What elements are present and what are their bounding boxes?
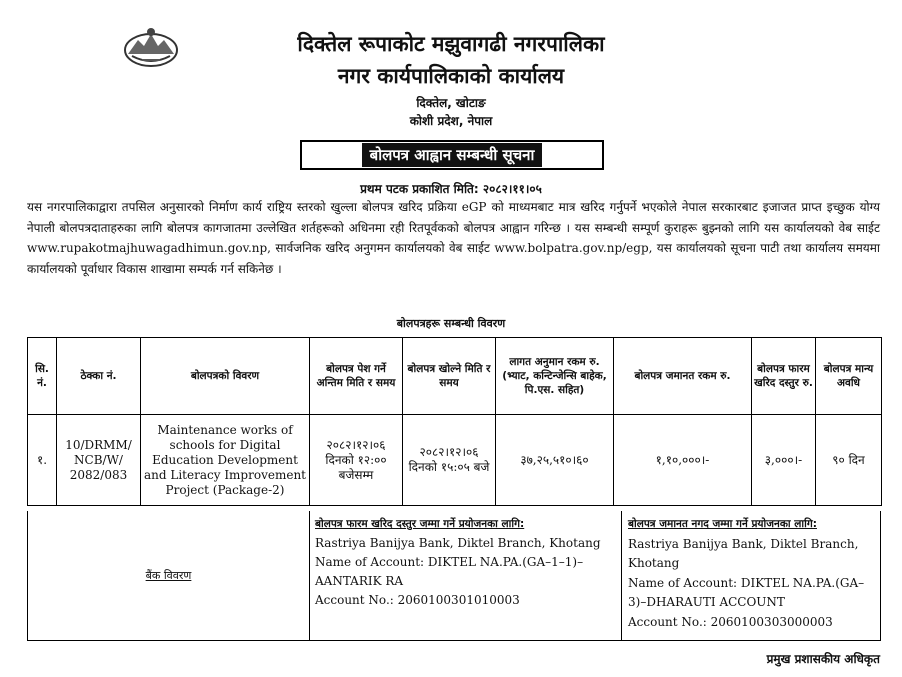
office-province: कोशी प्रदेश, नेपाल (409, 114, 493, 128)
cell-serial: १. (28, 415, 57, 506)
col-header-form-fee: बोलपत्र फारम खरिद दस्तुर रु. (752, 338, 816, 415)
security-account-name: Name of Account: DIKTEL NA.PA.(GA–3)–DHARAUTI ACCOUNT (628, 575, 865, 609)
notice-body: यस नगरपालिकाद्वारा तपसिल अनुसारको निर्माण कार्य राष्ट्रिय स्तरको खुल्ला बोलपत्र खरिद प्रक्रिया eGP को माध्यमबाट मात्र खरिद गर्नुपर्ने भएकोले नेपाल सरकारबाट इजाजत प्राप्त इच्छुक योग्य नेपाली बोलपत्रदाताहरुका लागि बोलपत्र कागजातमा उल्लेखित शर्तहरूको अधिनमा रही रितपूर्वकको बोलपत्र आह्वान गरिन्छ । यस सम्बन्धी सम्पूर्ण कुराहरू बुझ्नको लागि यस कार्यालयको वेब साईट www.rupakotmajhuwagadhimun.gov.np, सार्वजनिक खरिद अनुगमन कार्यालयको वेब साईट www.bolpatra.gov.np/egp, यस कार्यालयको सूचना पाटी तथा कार्यालय समयमा कार्यालयको पूर्वाधार विकास शाखामा सम्पर्क गर्न सकिनेछ । (27, 200, 880, 276)
col-header-cost-estimate: लागत अनुमान रकम रु. (भ्याट, कन्टिन्जेन्सि बाहेक, पि.एस. सहित) (496, 338, 614, 415)
form-fee-bank: Rastriya Banijya Bank, Diktel Branch, Khotang (315, 536, 601, 550)
cell-form-fee: ३,०००।- (752, 415, 816, 506)
security-account (622, 511, 880, 640)
signoff: प्रमुख प्रशासकीय अधिकृत (766, 652, 880, 666)
col-header-contract-no: ठेक्का नं. (57, 338, 141, 415)
office-name: नगर कार्यपालिकाको कार्यालय (337, 64, 565, 88)
col-header-bid-security: बोलपत्र जमानत रकम रु. (614, 338, 752, 415)
col-header-opening-date: बोलपत्र खोल्ने मिति र समय (403, 338, 496, 415)
cell-opening-date: २०८२।१२।०६ दिनको १५:०५ बजे (403, 415, 496, 506)
table-header-row (28, 338, 882, 415)
bid-table (27, 337, 882, 506)
col-header-description: बोलपत्रको विवरण (141, 338, 310, 415)
cell-bid-security: १,१०,०००।- (614, 415, 752, 506)
bank-details-label: बैंक विवरण (28, 511, 310, 640)
col-header-serial: सि. नं. (28, 338, 57, 415)
security-bank: Rastriya Banijya Bank, Diktel Branch, Khotang (628, 536, 859, 570)
form-fee-account-no: Account No.: 2060100301010003 (315, 593, 520, 607)
cell-submission-deadline: २०८२।१२।०६ दिनको १२:०० बजेसम्म (310, 415, 403, 506)
cell-validity: ९० दिन (816, 415, 882, 506)
table-row (28, 415, 882, 506)
col-header-validity: बोलपत्र मान्य अवधि (816, 338, 882, 415)
bank-details-row (27, 511, 881, 641)
form-fee-account (309, 511, 622, 640)
cell-cost-estimate: ३७,२५,५१०।६० (496, 415, 614, 506)
cell-contract-no: 10/DRMM/ NCB/W/ 2082/083 (57, 415, 141, 506)
municipality-name: दिक्तेल रूपाकोट मझुवागढी नगरपालिका (297, 32, 605, 56)
notice-title-box (300, 140, 604, 170)
form-fee-account-name: Name of Account: DIKTEL NA.PA.(GA–1–1)–AANTARIK RA (315, 555, 584, 588)
publication-date: प्रथम पटक प्रकाशित मिति: २०८२।११।०५ (360, 182, 542, 196)
cell-description: Maintenance works of schools for Digital Education Development and Literacy Improvement Project (Package-2) (141, 415, 310, 506)
table-caption: बोलपत्रहरू सम्बन्धी विवरण (396, 317, 506, 330)
security-title: बोलपत्र जमानत नगद जम्मा गर्ने प्रयोजनका लागि: (628, 518, 817, 530)
notice-title: बोलपत्र आह्वान सम्बन्धी सूचना (362, 143, 543, 167)
office-location: दिक्तेल, खोटाङ (416, 96, 486, 110)
security-account-no: Account No.: 2060100303000003 (628, 614, 833, 629)
col-header-submission-deadline: बोलपत्र पेश गर्ने अन्तिम मिति र समय (310, 338, 403, 415)
form-fee-title: बोलपत्र फारम खरिद दस्तुर जम्मा गर्ने प्रयोजनका लागि: (315, 518, 525, 530)
